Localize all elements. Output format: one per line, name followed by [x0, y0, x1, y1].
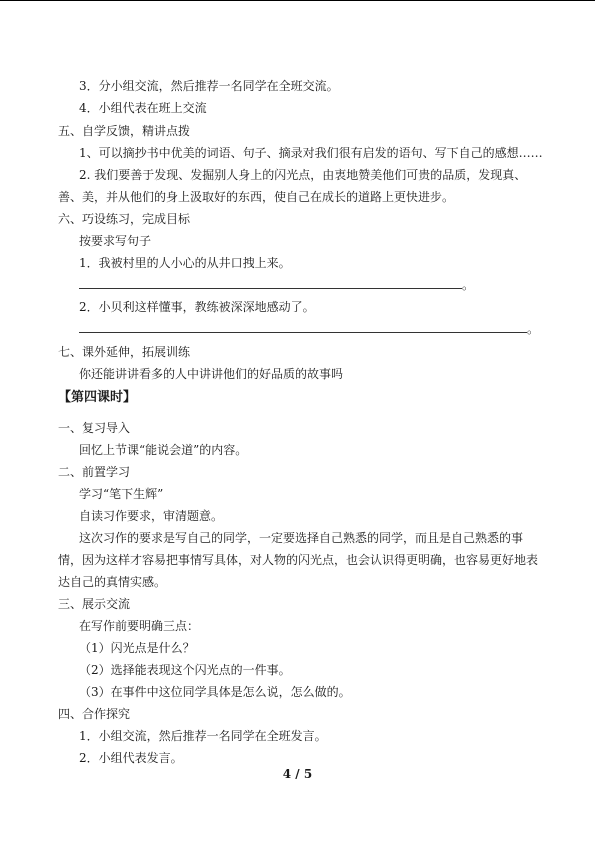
text-line: （2）选择能表现这个闪光点的一件事。 — [79, 663, 291, 677]
section-title: 七、课外延伸，拓展训练 — [58, 345, 191, 359]
text-line: 按要求写句子 — [79, 234, 152, 248]
text-line: （1）闪光点是什么？ — [79, 641, 195, 655]
text-line: 善、美，并从他们的身上汲取好的东西，使自己在成长的道路上更快进步。 — [58, 190, 455, 204]
section-title: 六、巧设练习，完成目标 — [58, 212, 191, 226]
text-line: 达自己的真情实感。 — [58, 575, 167, 589]
section-title: 三、展示交流 — [58, 597, 131, 611]
text-line: 自读习作要求，审清题意。 — [79, 509, 224, 523]
section-title: 二、前置学习 — [58, 465, 131, 479]
text-line: 你还能讲讲看多的人中讲讲他们的好品质的故事吗 — [79, 367, 344, 381]
text-line: 1、可以摘抄书中优美的词语、句子、摘录对我们很有启发的语句、写下自己的感想…… — [79, 146, 543, 160]
text-line: 3．分小组交流，然后推荐一名同学在全班交流。 — [79, 79, 339, 93]
text-line: 情，因为这样才容易把事情写具体，对人物的闪光点，也会认识得更明确，也容易更好地表 — [58, 553, 539, 567]
text-line: 这次习作的要求是写自己的同学，一定要选择自己熟悉的同学，而且是自己熟悉的事 — [79, 531, 524, 545]
text-line: 学习“笔下生辉” — [79, 487, 164, 501]
answer-blank-line — [79, 332, 527, 333]
text-line: 4．小组代表在班上交流 — [79, 101, 207, 115]
text-line: 2. 我们要善于发现、发掘别人身上的闪光点，由衷地赞美他们可贵的品质，发现真、 — [79, 168, 527, 182]
text-line: 回忆上节课“能说会道”的内容。 — [79, 443, 248, 457]
section-title: 一、复习导入 — [58, 421, 131, 435]
page-top-border — [0, 0, 595, 1]
text-line: （3）在事件中这位同学具体是怎么说，怎么做的。 — [79, 685, 351, 699]
text-line: 在写作前要明确三点： — [79, 619, 200, 633]
answer-period: 。 — [527, 322, 540, 336]
text-line: 2．小组代表发言。 — [79, 751, 183, 765]
text-line: 2．小贝利这样懂事，教练被深深地感动了。 — [79, 300, 315, 314]
page-number: 4 / 5 — [282, 767, 313, 781]
text-line: 1．我被村里的人小心的从井口拽上来。 — [79, 256, 291, 270]
text-line: 1．小组交流，然后推荐一名同学在全班发言。 — [79, 729, 327, 743]
lesson-heading: 【第四课时】 — [58, 390, 137, 405]
answer-period: 。 — [462, 278, 475, 292]
answer-blank-line — [79, 288, 462, 289]
section-title: 四、合作探究 — [58, 707, 131, 721]
section-title: 五、自学反馈，精讲点拨 — [58, 124, 191, 138]
